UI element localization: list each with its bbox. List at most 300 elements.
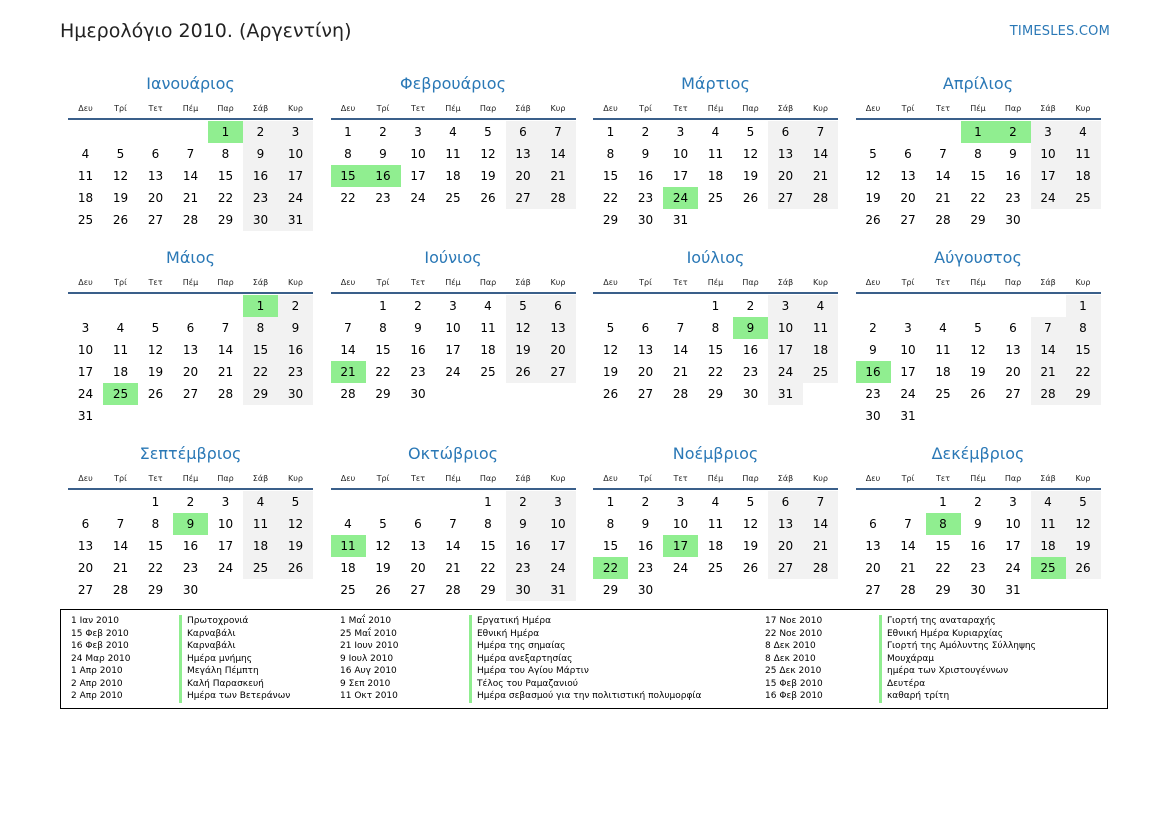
- day-cell: 25: [1066, 187, 1101, 209]
- day-cell: 12: [278, 513, 313, 535]
- day-cell: 15: [375, 343, 391, 357]
- day-cell: 6: [768, 121, 803, 143]
- day-cell: 19: [1066, 535, 1101, 557]
- day-cell: 15: [602, 169, 619, 183]
- weekday-label: Τρί: [114, 104, 127, 113]
- day-cell: 23: [970, 561, 986, 575]
- day-cell: 12: [865, 169, 881, 183]
- day-cell: 30: [243, 209, 278, 231]
- day-cell: 25: [707, 561, 724, 575]
- day-cell: 28: [803, 557, 838, 579]
- weekday-label: Τρί: [901, 474, 915, 483]
- day-cell: 15: [602, 539, 619, 553]
- day-cell: 24: [900, 387, 916, 401]
- day-cell: 11: [480, 321, 496, 335]
- day-cell: 13: [865, 539, 881, 553]
- day-cell: 23: [375, 191, 391, 205]
- weekday-label: Δευ: [78, 278, 93, 287]
- day-cell: 26: [278, 557, 313, 579]
- day-cell: 26: [742, 561, 759, 575]
- day-cell: 21: [672, 365, 689, 379]
- day-cell: 3: [768, 295, 803, 317]
- day-cell: 16: [637, 169, 654, 183]
- day-cell: 17: [663, 535, 698, 557]
- day-cell: 17: [1031, 165, 1066, 187]
- weekday-label: Τετ: [410, 474, 426, 483]
- day-cell: 6: [904, 147, 912, 161]
- day-cell: 5: [746, 125, 755, 139]
- day-cell: 10: [410, 147, 426, 161]
- day-cell: 3: [414, 125, 422, 139]
- day-cell: 13: [768, 143, 803, 165]
- day-cell: 22: [480, 561, 496, 575]
- day-cell: 24: [1005, 561, 1021, 575]
- day-cell: 7: [116, 517, 125, 531]
- weekday-label: Παρ: [1004, 104, 1022, 113]
- weekday-label: Πέμ: [182, 104, 199, 113]
- day-cell: 10: [672, 517, 689, 531]
- weekday-label: Κυρ: [550, 104, 566, 113]
- day-cell: 19: [112, 191, 129, 205]
- day-cell: 22: [593, 557, 628, 579]
- day-cell: 5: [1066, 491, 1101, 513]
- holiday-date: 17 Νοε 2010: [765, 616, 823, 626]
- day-cell: 26: [480, 191, 496, 205]
- day-cell: 19: [742, 539, 759, 553]
- holiday-name: Καλή Παρασκευή: [179, 678, 264, 691]
- day-cell: 17: [541, 535, 576, 557]
- holiday-date: 16 Φεβ 2010: [71, 641, 129, 651]
- day-cell: 6: [541, 295, 576, 317]
- day-cell: 8: [1066, 317, 1101, 339]
- weekday-label: Παρ: [742, 278, 759, 287]
- day-cell: 19: [742, 169, 759, 183]
- holiday-date: 21 Ιουν 2010: [340, 641, 399, 651]
- holiday-name: Μεγάλη Πέμπτη: [179, 665, 259, 678]
- day-cell: 27: [768, 187, 803, 209]
- weekday-label: Τετ: [148, 278, 163, 287]
- day-cell: 30: [865, 409, 881, 423]
- weekday-label: Σάβ: [1040, 474, 1056, 483]
- day-cell: 25: [1031, 557, 1066, 579]
- weekday-label: Σάβ: [777, 474, 794, 483]
- day-cell: 24: [217, 561, 234, 575]
- day-cell: 10: [1031, 143, 1066, 165]
- holiday-date: 2 Απρ 2010: [71, 678, 123, 689]
- day-cell: 13: [182, 343, 199, 357]
- weekday-label: Παρ: [217, 474, 234, 483]
- day-cell: 28: [112, 583, 129, 597]
- day-cell: 24: [672, 561, 689, 575]
- day-cell: 2: [641, 125, 650, 139]
- day-cell: 21: [900, 561, 916, 575]
- month-name: Αύγουστος: [934, 248, 1022, 267]
- day-cell: 18: [707, 539, 724, 553]
- day-cell: 2: [379, 125, 387, 139]
- day-cell: 31: [1005, 583, 1021, 597]
- day-cell: 29: [480, 583, 496, 597]
- day-cell: 18: [340, 561, 356, 575]
- day-cell: 10: [217, 517, 234, 531]
- month-name: Ιούλιος: [686, 248, 745, 267]
- weekday-label: Τετ: [673, 278, 688, 287]
- day-cell: 7: [676, 321, 685, 335]
- holiday-name: Καρναβάλι: [179, 628, 236, 641]
- holiday-name: Ημέρα σεβασμού για την πολιτιστική πολυμορφία: [469, 690, 701, 703]
- day-cell: 15: [217, 169, 234, 183]
- day-cell: 25: [935, 387, 951, 401]
- weekday-label: Πέμ: [182, 474, 199, 483]
- weekday-label: Τρί: [376, 474, 390, 483]
- day-cell: 26: [147, 387, 164, 401]
- day-cell: 14: [672, 343, 689, 357]
- day-cell: 13: [77, 539, 94, 553]
- day-cell: 8: [606, 147, 615, 161]
- day-cell: 24: [768, 361, 803, 383]
- weekday-header: [331, 104, 576, 120]
- day-cell: 14: [340, 343, 356, 357]
- day-cell: 12: [147, 343, 164, 357]
- weekday-label: Τρί: [376, 278, 390, 287]
- weekday-label: Δευ: [603, 104, 618, 113]
- day-cell: 28: [900, 583, 916, 597]
- weekday-label: Κυρ: [1075, 278, 1091, 287]
- day-cell: 9: [414, 321, 422, 335]
- day-cell: 4: [711, 125, 720, 139]
- weekday-label: Κυρ: [813, 278, 828, 287]
- day-cell: 18: [1066, 165, 1101, 187]
- day-cell: 17: [1005, 539, 1021, 553]
- holiday-name: καθαρή τρίτη: [879, 690, 949, 703]
- day-cell: 25: [77, 213, 94, 227]
- day-cell: 27: [1005, 387, 1021, 401]
- day-cell: 29: [375, 387, 391, 401]
- weekday-label: Σάβ: [252, 278, 269, 287]
- day-cell: 31: [900, 409, 916, 423]
- day-cell: 20: [77, 561, 94, 575]
- day-cell: 9: [641, 517, 650, 531]
- day-cell: 25: [480, 365, 496, 379]
- day-cell: 22: [243, 361, 278, 383]
- weekday-label: Τετ: [410, 278, 426, 287]
- holiday-name: Εθνική Ημέρα: [469, 628, 539, 641]
- day-cell: 24: [541, 557, 576, 579]
- day-cell: 19: [602, 365, 619, 379]
- weekday-label: Τετ: [148, 104, 163, 113]
- day-cell: 20: [1005, 365, 1021, 379]
- day-cell: 25: [340, 583, 356, 597]
- weekday-label: Τετ: [935, 474, 951, 483]
- day-cell: 10: [77, 343, 94, 357]
- day-cell: 27: [637, 387, 654, 401]
- day-cell: 9: [173, 513, 208, 535]
- day-cell: 28: [340, 387, 356, 401]
- weekday-label: Δευ: [340, 278, 356, 287]
- day-cell: 16: [182, 539, 199, 553]
- weekday-label: Τετ: [410, 104, 426, 113]
- day-cell: 21: [803, 165, 838, 187]
- day-cell: 23: [637, 561, 654, 575]
- day-cell: 18: [243, 535, 278, 557]
- holiday-date: 15 Φεβ 2010: [71, 628, 129, 639]
- weekday-label: Δευ: [865, 474, 881, 483]
- day-cell: 6: [414, 517, 422, 531]
- day-cell: 3: [1009, 495, 1017, 509]
- day-cell: 28: [935, 213, 951, 227]
- day-cell: 17: [278, 165, 313, 187]
- weekday-label: Κυρ: [288, 104, 303, 113]
- day-cell: 4: [243, 491, 278, 513]
- weekday-label: Παρ: [479, 474, 497, 483]
- day-cell: 27: [865, 583, 881, 597]
- day-cell: 10: [1005, 517, 1021, 531]
- day-cell: 29: [147, 583, 164, 597]
- day-cell: 3: [676, 495, 685, 509]
- day-cell: 22: [1066, 361, 1101, 383]
- day-cell: 16: [278, 339, 313, 361]
- day-cell: 6: [151, 147, 160, 161]
- weekday-label: Δευ: [865, 104, 881, 113]
- day-cell: 23: [410, 365, 426, 379]
- day-cell: 1: [1066, 295, 1101, 317]
- month-name: Δεκέμβριος: [931, 444, 1025, 463]
- day-cell: 20: [410, 561, 426, 575]
- weekday-label: Τετ: [148, 474, 163, 483]
- day-cell: 3: [541, 491, 576, 513]
- month-name: Ιούνιος: [424, 248, 482, 267]
- day-cell: 4: [803, 295, 838, 317]
- day-cell: 5: [151, 321, 160, 335]
- day-cell: 14: [935, 169, 951, 183]
- day-cell: 11: [331, 535, 366, 557]
- day-cell: 21: [935, 191, 951, 205]
- day-cell: 21: [331, 361, 366, 383]
- day-cell: 12: [480, 147, 496, 161]
- month-name: Φεβρουάριος: [400, 74, 506, 93]
- holiday-date: 24 Μαρ 2010: [71, 653, 131, 664]
- holiday-name: Τέλος του Ραμαζανιού: [469, 678, 578, 691]
- holiday-date: 9 Ιουλ 2010: [340, 653, 394, 664]
- day-cell: 13: [768, 513, 803, 535]
- day-cell: 3: [904, 321, 912, 335]
- day-cell: 4: [939, 321, 947, 335]
- day-cell: 2: [414, 299, 422, 313]
- day-cell: 20: [182, 365, 199, 379]
- day-cell: 30: [970, 583, 986, 597]
- day-cell: 29: [1066, 383, 1101, 405]
- day-cell: 7: [803, 121, 838, 143]
- month-name: Απρίλιος: [942, 74, 1014, 93]
- day-cell: 12: [112, 169, 129, 183]
- day-cell: 2: [243, 121, 278, 143]
- day-cell: 19: [970, 365, 986, 379]
- month-name: Ιανουάριος: [146, 74, 235, 93]
- day-cell: 19: [865, 191, 881, 205]
- day-cell: 9: [869, 343, 877, 357]
- day-cell: 28: [541, 187, 576, 209]
- day-cell: 13: [541, 317, 576, 339]
- day-cell: 25: [445, 191, 461, 205]
- day-cell: 3: [221, 495, 230, 509]
- day-cell: 11: [707, 147, 724, 161]
- day-cell: 30: [1005, 213, 1021, 227]
- day-cell: 25: [243, 557, 278, 579]
- weekday-label: Πέμ: [707, 104, 724, 113]
- day-cell: 24: [663, 187, 698, 209]
- day-cell: 5: [606, 321, 615, 335]
- holiday-name: Δευτέρα: [879, 678, 925, 691]
- day-cell: 8: [151, 517, 160, 531]
- day-cell: 16: [506, 535, 541, 557]
- holiday-date: 8 Δεκ 2010: [765, 641, 816, 651]
- day-cell: 1: [151, 495, 160, 509]
- holiday-date: 1 Μαΐ 2010: [340, 616, 392, 626]
- day-cell: 14: [445, 539, 461, 553]
- holiday-name: Ημέρα του Αγίου Μάρτιν: [469, 665, 589, 678]
- site-link[interactable]: TIMESLES.COM: [1009, 24, 1110, 39]
- day-cell: 16: [1005, 169, 1021, 183]
- day-cell: 4: [1031, 491, 1066, 513]
- day-cell: 29: [217, 213, 234, 227]
- day-cell: 29: [602, 583, 619, 597]
- weekday-label: Κυρ: [288, 278, 303, 287]
- day-cell: 17: [410, 169, 426, 183]
- day-cell: 7: [344, 321, 352, 335]
- weekday-header: [593, 278, 838, 294]
- weekday-header: [331, 474, 576, 490]
- day-cell: 23: [506, 557, 541, 579]
- day-cell: 4: [81, 147, 90, 161]
- day-cell: 26: [742, 191, 759, 205]
- day-cell: 10: [541, 513, 576, 535]
- day-cell: 16: [637, 539, 654, 553]
- day-cell: 22: [147, 561, 164, 575]
- day-cell: 27: [768, 557, 803, 579]
- day-cell: 20: [768, 535, 803, 557]
- day-cell: 26: [375, 583, 391, 597]
- day-cell: 1: [344, 125, 352, 139]
- day-cell: 30: [742, 387, 759, 401]
- day-cell: 22: [340, 191, 356, 205]
- day-cell: 12: [742, 147, 759, 161]
- day-cell: 26: [506, 361, 541, 383]
- day-cell: 5: [506, 295, 541, 317]
- day-cell: 29: [970, 213, 986, 227]
- day-cell: 21: [217, 365, 234, 379]
- day-cell: 27: [147, 213, 164, 227]
- day-cell: 30: [410, 387, 426, 401]
- holiday-name: Καρναβάλι: [179, 640, 236, 653]
- day-cell: 31: [672, 213, 689, 227]
- weekday-label: Πέμ: [970, 104, 986, 113]
- weekday-label: Παρ: [742, 104, 759, 113]
- weekday-header: [856, 474, 1101, 490]
- day-cell: 4: [1066, 121, 1101, 143]
- day-cell: 17: [77, 365, 94, 379]
- day-cell: 1: [243, 295, 278, 317]
- day-cell: 28: [445, 583, 461, 597]
- day-cell: 23: [637, 191, 654, 205]
- day-cell: 28: [1031, 383, 1066, 405]
- day-cell: 12: [375, 539, 391, 553]
- holiday-name: Πρωτοχρονιά: [179, 615, 248, 628]
- day-cell: 1: [379, 299, 387, 313]
- day-cell: 27: [77, 583, 94, 597]
- day-cell: 22: [970, 191, 986, 205]
- day-cell: 11: [112, 343, 129, 357]
- weekday-label: Κυρ: [550, 278, 566, 287]
- day-cell: 11: [77, 169, 94, 183]
- weekday-label: Κυρ: [550, 474, 566, 483]
- day-cell: 29: [935, 583, 951, 597]
- day-cell: 25: [707, 191, 724, 205]
- day-cell: 10: [900, 343, 916, 357]
- weekday-label: Δευ: [603, 278, 618, 287]
- holiday-legend: [60, 609, 1108, 709]
- day-cell: 30: [182, 583, 199, 597]
- day-cell: 18: [935, 365, 951, 379]
- day-cell: 27: [900, 213, 916, 227]
- weekday-label: Παρ: [479, 104, 497, 113]
- weekday-header: [68, 278, 313, 294]
- day-cell: 21: [182, 191, 199, 205]
- day-cell: 24: [278, 187, 313, 209]
- day-cell: 10: [768, 317, 803, 339]
- day-cell: 2: [278, 295, 313, 317]
- day-cell: 8: [926, 513, 961, 535]
- weekday-label: Κυρ: [1075, 104, 1091, 113]
- day-cell: 18: [77, 191, 94, 205]
- day-cell: 15: [1066, 339, 1101, 361]
- weekday-label: Τετ: [673, 104, 688, 113]
- holiday-name: Μουχάραμ: [879, 653, 934, 666]
- day-cell: 12: [506, 317, 541, 339]
- weekday-label: Σάβ: [777, 104, 794, 113]
- day-cell: 14: [182, 169, 199, 183]
- day-cell: 13: [410, 539, 426, 553]
- holiday-date: 25 Μαΐ 2010: [340, 628, 397, 639]
- day-cell: 8: [606, 517, 615, 531]
- weekday-label: Παρ: [479, 278, 497, 287]
- day-cell: 6: [81, 517, 90, 531]
- day-cell: 4: [711, 495, 720, 509]
- day-cell: 5: [379, 517, 387, 531]
- day-cell: 12: [1066, 513, 1101, 535]
- day-cell: 15: [935, 539, 951, 553]
- day-cell: 26: [112, 213, 129, 227]
- day-cell: 14: [112, 539, 129, 553]
- day-cell: 7: [449, 517, 457, 531]
- day-cell: 11: [1031, 513, 1066, 535]
- day-cell: 1: [711, 299, 720, 313]
- day-cell: 20: [147, 191, 164, 205]
- day-cell: 31: [541, 579, 576, 601]
- day-cell: 3: [1031, 121, 1066, 143]
- holiday-date: 11 Οκτ 2010: [340, 691, 398, 701]
- month-name: Μάιος: [166, 248, 215, 267]
- weekday-header: [593, 474, 838, 490]
- day-cell: 23: [742, 365, 759, 379]
- day-cell: 10: [445, 321, 461, 335]
- day-cell: 21: [1031, 361, 1066, 383]
- weekday-label: Κυρ: [288, 474, 303, 483]
- day-cell: 15: [480, 539, 496, 553]
- day-cell: 20: [900, 191, 916, 205]
- day-cell: 23: [182, 561, 199, 575]
- day-cell: 19: [375, 561, 391, 575]
- day-cell: 5: [484, 125, 492, 139]
- weekday-header: [856, 278, 1101, 294]
